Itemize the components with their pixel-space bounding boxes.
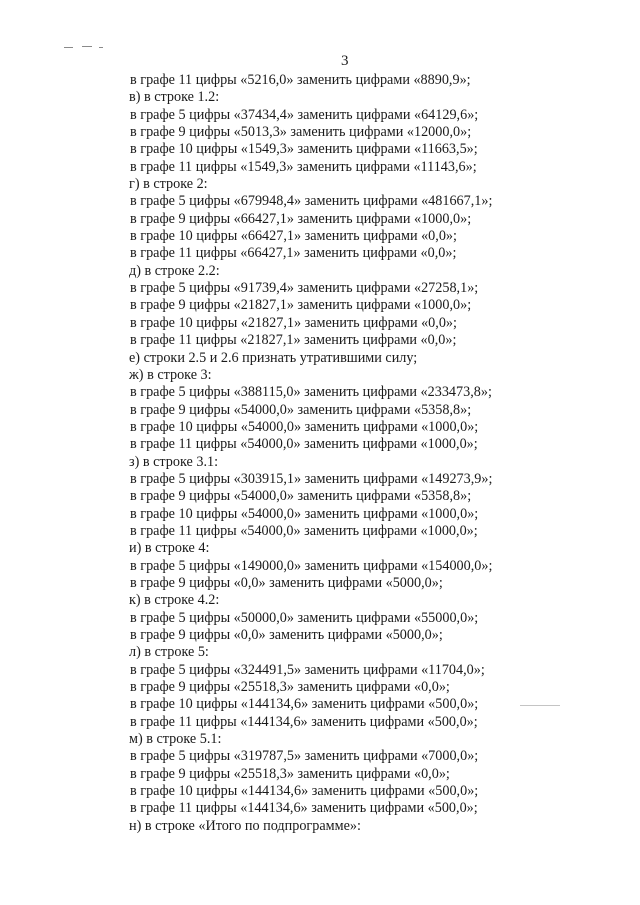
amendment-line: в графе 10 цифры «144134,6» заменить цифрами «500,0»;	[130, 783, 479, 800]
amendment-line: в графе 11 цифры «66427,1» заменить цифрами «0,0»;	[130, 245, 457, 262]
list-item-heading: и) в строке 4:	[129, 540, 210, 557]
list-item-heading: н) в строке «Итого по подпрограмме»:	[129, 817, 361, 834]
amendment-line: в графе 11 цифры «144134,6» заменить цифрами «500,0»;	[130, 713, 478, 730]
amendment-line: в графе 5 цифры «324491,5» заменить цифрами «11704,0»;	[130, 661, 485, 678]
list-item-heading: е) строки 2.5 и 2.6 признать утратившими силу;	[129, 349, 418, 366]
amendment-line: в графе 10 цифры «66427,1» заменить цифрами «0,0»;	[130, 228, 457, 245]
amendment-line: в графе 10 цифры «144134,6» заменить цифрами «500,0»;	[130, 696, 479, 713]
scan-mark-top-left-3	[99, 47, 103, 48]
amendment-line: в графе 5 цифры «319787,5» заменить цифрами «7000,0»;	[130, 748, 479, 765]
amendment-line: в графе 5 цифры «679948,4» заменить цифрами «481667,1»;	[130, 193, 493, 210]
list-item-heading: ж) в строке 3:	[129, 366, 212, 383]
amendment-line: в графе 11 цифры «54000,0» заменить цифрами «1000,0»;	[130, 436, 478, 453]
list-item-heading: л) в строке 5:	[129, 644, 209, 661]
amendment-line: в графе 5 цифры «388115,0» заменить цифрами «233473,8»;	[130, 384, 492, 401]
amendment-line: в графе 5 цифры «50000,0» заменить цифрами «55000,0»;	[130, 609, 479, 626]
amendment-line: в графе 11 цифры «144134,6» заменить цифрами «500,0»;	[130, 800, 478, 817]
amendment-line: в графе 10 цифры «54000,0» заменить цифрами «1000,0»;	[130, 505, 479, 522]
amendment-line: в графе 5 цифры «303915,1» заменить цифрами «149273,9»;	[130, 470, 493, 487]
amendment-line: в графе 9 цифры «25518,3» заменить цифрами «0,0»;	[130, 765, 450, 782]
amendment-line: в графе 11 цифры «21827,1» заменить цифрами «0,0»;	[130, 332, 457, 349]
amendment-line: в графе 9 цифры «66427,1» заменить цифрами «1000,0»;	[130, 210, 472, 227]
amendment-line: в графе 9 цифры «54000,0» заменить цифрами «5358,8»;	[130, 488, 472, 505]
scan-mark-top-left-2	[82, 46, 92, 47]
amendment-line: в графе 10 цифры «54000,0» заменить цифрами «1000,0»;	[130, 418, 479, 435]
amendment-line: в графе 11 цифры «5216,0» заменить цифрами «8890,9»;	[130, 72, 471, 88]
scan-mark-top-left-1	[64, 47, 73, 48]
amendment-line: в графе 11 цифры «1549,3» заменить цифрами «11143,6»;	[130, 158, 477, 175]
amendment-line: в графе 10 цифры «1549,3» заменить цифрами «11663,5»;	[130, 141, 478, 158]
amendment-line: в графе 9 цифры «21827,1» заменить цифрами «1000,0»;	[130, 297, 472, 314]
amendment-line: в графе 9 цифры «0,0» заменить цифрами «5000,0»;	[130, 627, 443, 643]
amendment-line: в графе 9 цифры «54000,0» заменить цифрами «5358,8»;	[130, 401, 472, 418]
amendment-line: в графе 9 цифры «25518,3» заменить цифрами «0,0»;	[130, 679, 450, 696]
amendment-line: в графе 9 цифры «5013,3» заменить цифрами «12000,0»;	[130, 124, 472, 141]
amendment-line: в графе 5 цифры «149000,0» заменить цифрами «154000,0»;	[130, 557, 493, 574]
amendment-line: в графе 11 цифры «54000,0» заменить цифрами «1000,0»;	[130, 522, 478, 539]
list-item-heading: д) в строке 2.2:	[129, 262, 220, 279]
list-item-heading: к) в строке 4.2:	[129, 592, 220, 609]
list-item-heading: в) в строке 1.2:	[129, 89, 220, 106]
amendment-line: в графе 10 цифры «21827,1» заменить цифрами «0,0»;	[130, 314, 457, 331]
list-item-heading: г) в строке 2:	[129, 176, 208, 193]
document-body	[130, 72, 610, 835]
amendment-line: в графе 5 цифры «37434,4» заменить цифрами «64129,6»;	[130, 106, 479, 123]
amendment-line: в графе 5 цифры «91739,4» заменить цифрами «27258,1»;	[130, 280, 479, 297]
list-item-heading: з) в строке 3.1:	[129, 453, 219, 470]
list-item-heading: м) в строке 5.1:	[129, 731, 222, 748]
page-number: 3	[341, 53, 349, 69]
amendment-line: в графе 9 цифры «0,0» заменить цифрами «5000,0»;	[130, 574, 443, 591]
